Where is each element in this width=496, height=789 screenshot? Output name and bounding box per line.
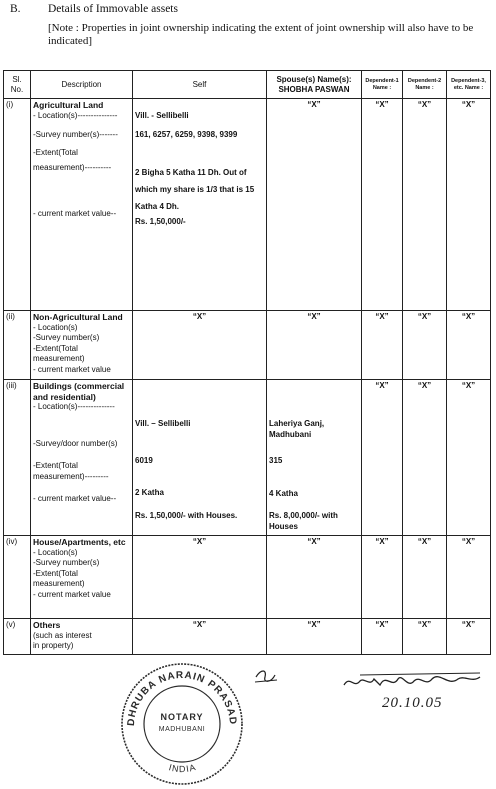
row-title: Non-Agricultural Land <box>33 312 123 322</box>
line-measurement: measurement)--------- <box>33 471 109 481</box>
header-self: Self <box>133 71 267 99</box>
row-title: House/Apartments, etc <box>33 537 126 547</box>
self-cell: “X” <box>133 619 267 655</box>
header-row <box>4 71 491 99</box>
line-extent: -Extent(Total <box>33 343 78 353</box>
dependent-3-cell: “X” <box>447 619 491 655</box>
self-cell <box>133 380 267 536</box>
line-location: - Location(s)--------------- <box>33 110 118 120</box>
self-location: Vill. - Sellibelli <box>135 111 189 120</box>
line-market-value: - current market value <box>33 589 111 599</box>
spouse-cell: “X” <box>267 536 362 619</box>
dependent-1-cell: “X” <box>362 380 403 536</box>
self-market-value: Rs. 1,50,000/- with Houses. <box>135 510 238 520</box>
line-location: - Location(s) <box>33 547 78 557</box>
dependent-1-cell: “X” <box>362 311 403 380</box>
self-extent: 2 Katha <box>135 488 164 497</box>
spouse-cell <box>267 380 362 536</box>
spouse-cell: “X” <box>267 99 362 311</box>
header-dependent-2: Dependent-2 Name : <box>403 71 447 99</box>
line-survey: -Survey number(s) <box>33 333 100 342</box>
spouse-market-value: Rs. 8,00,000/- with Houses <box>269 511 338 531</box>
row-description <box>31 311 133 380</box>
table-row-agricultural-land <box>4 99 491 311</box>
line-location: - Location(s)-------------- <box>33 402 115 411</box>
seal-center-title: NOTARY <box>160 712 204 722</box>
notary-seal <box>118 660 246 786</box>
row-sl: (iii) <box>4 380 31 536</box>
dependent-2-cell: “X” <box>403 536 447 619</box>
line-market-value: - current market value <box>33 364 111 374</box>
line-survey: -Survey/door number(s) <box>33 438 118 448</box>
line-others-1: (such as interest <box>33 630 92 640</box>
line-extent: -Extent(Total <box>33 461 78 470</box>
row-title: Others <box>33 620 61 630</box>
table-row-non-agricultural-land <box>4 311 491 380</box>
line-location: - Location(s) <box>33 322 78 332</box>
spouse-cell: “X” <box>267 619 362 655</box>
row-description <box>31 380 133 536</box>
dependent-1-cell: “X” <box>362 99 403 311</box>
section-heading <box>10 3 178 15</box>
row-sl: (v) <box>4 619 31 655</box>
dependent-3-cell: “X” <box>447 99 491 311</box>
line-extent: -Extent(Total <box>33 148 78 157</box>
dependent-3-cell: “X” <box>447 380 491 536</box>
row-sl: (iv) <box>4 536 31 619</box>
header-dependent-1: Dependent-1 Name : <box>362 71 403 99</box>
row-description <box>31 619 133 655</box>
signature-date: 20.10.05 <box>382 695 443 711</box>
self-cell: “X” <box>133 311 267 380</box>
section-number: B. <box>10 3 21 15</box>
row-title: Buildings (commercial and residential) <box>33 381 125 402</box>
table-row-buildings <box>4 380 491 536</box>
spouse-extent: 4 Katha <box>269 488 298 498</box>
seal-center-place: MADHUBANI <box>158 726 206 733</box>
line-measurement: measurement)---------- <box>33 162 112 172</box>
self-survey: 6019 <box>135 455 153 465</box>
line-others-2: in property) <box>33 641 74 650</box>
row-description <box>31 536 133 619</box>
spouse-survey: 315 <box>269 456 283 465</box>
self-cell: “X” <box>133 536 267 619</box>
header-sl-no: Sl. No. <box>4 71 31 99</box>
spouse-cell: “X” <box>267 311 362 380</box>
dependent-2-cell: “X” <box>403 99 447 311</box>
dependent-2-cell: “X” <box>403 380 447 536</box>
self-cell <box>133 99 267 311</box>
line-market-value: - current market value-- <box>33 494 117 503</box>
line-extent: -Extent(Total <box>33 568 78 578</box>
self-survey: 161, 6257, 6259, 9398, 9399 <box>135 129 238 139</box>
row-sl: (i) <box>4 99 31 311</box>
ownership-note: [Note : Properties in joint ownership indicating the extent of joint ownership will also have to be indicated] <box>48 22 474 47</box>
header-description: Description <box>31 71 133 99</box>
header-dependent-3: Dependent-3, etc. Name : <box>447 71 491 99</box>
header-spouse: Spouse(s) Name(s): SHOBHA PASWAN <box>267 71 362 99</box>
dependent-3-cell: “X” <box>447 311 491 380</box>
row-sl: (ii) <box>4 311 31 380</box>
initials-mark <box>253 665 281 687</box>
row-description <box>31 99 133 311</box>
line-survey: -Survey number(s)------- <box>33 129 118 139</box>
dependent-1-cell: “X” <box>362 536 403 619</box>
dependent-2-cell: “X” <box>403 311 447 380</box>
line-measurement: measurement) <box>33 354 85 363</box>
dependent-1-cell: “X” <box>362 619 403 655</box>
spouse-location: Laheriya Ganj, Madhubani <box>269 419 325 439</box>
dependent-3-cell: “X” <box>447 536 491 619</box>
self-location: Vill. – Sellibelli <box>135 419 191 428</box>
table-row-house-apartments <box>4 536 491 619</box>
svg-text:INDIA <box>168 762 198 774</box>
immovable-assets-table <box>3 70 491 655</box>
line-survey: -Survey number(s) <box>33 558 100 567</box>
seal-top-text: DHRUBA NARAIN PRASAD <box>125 669 239 727</box>
line-measurement: measurement) <box>33 579 85 588</box>
self-extent: 2 Bigha 5 Katha 11 Dh. Out of which my share is 1/3 that is 15 Katha 4 Dh. <box>135 168 255 211</box>
dependent-2-cell: “X” <box>403 619 447 655</box>
row-title: Agricultural Land <box>33 100 104 110</box>
self-market-value: Rs. 1,50,000/- <box>135 217 186 226</box>
line-market-value: - current market value-- <box>33 209 117 218</box>
seal-bottom-text: INDIA <box>167 761 198 775</box>
handwritten-signature <box>340 665 490 713</box>
table-row-others <box>4 619 491 655</box>
section-title: Details of Immovable assets <box>48 3 178 15</box>
